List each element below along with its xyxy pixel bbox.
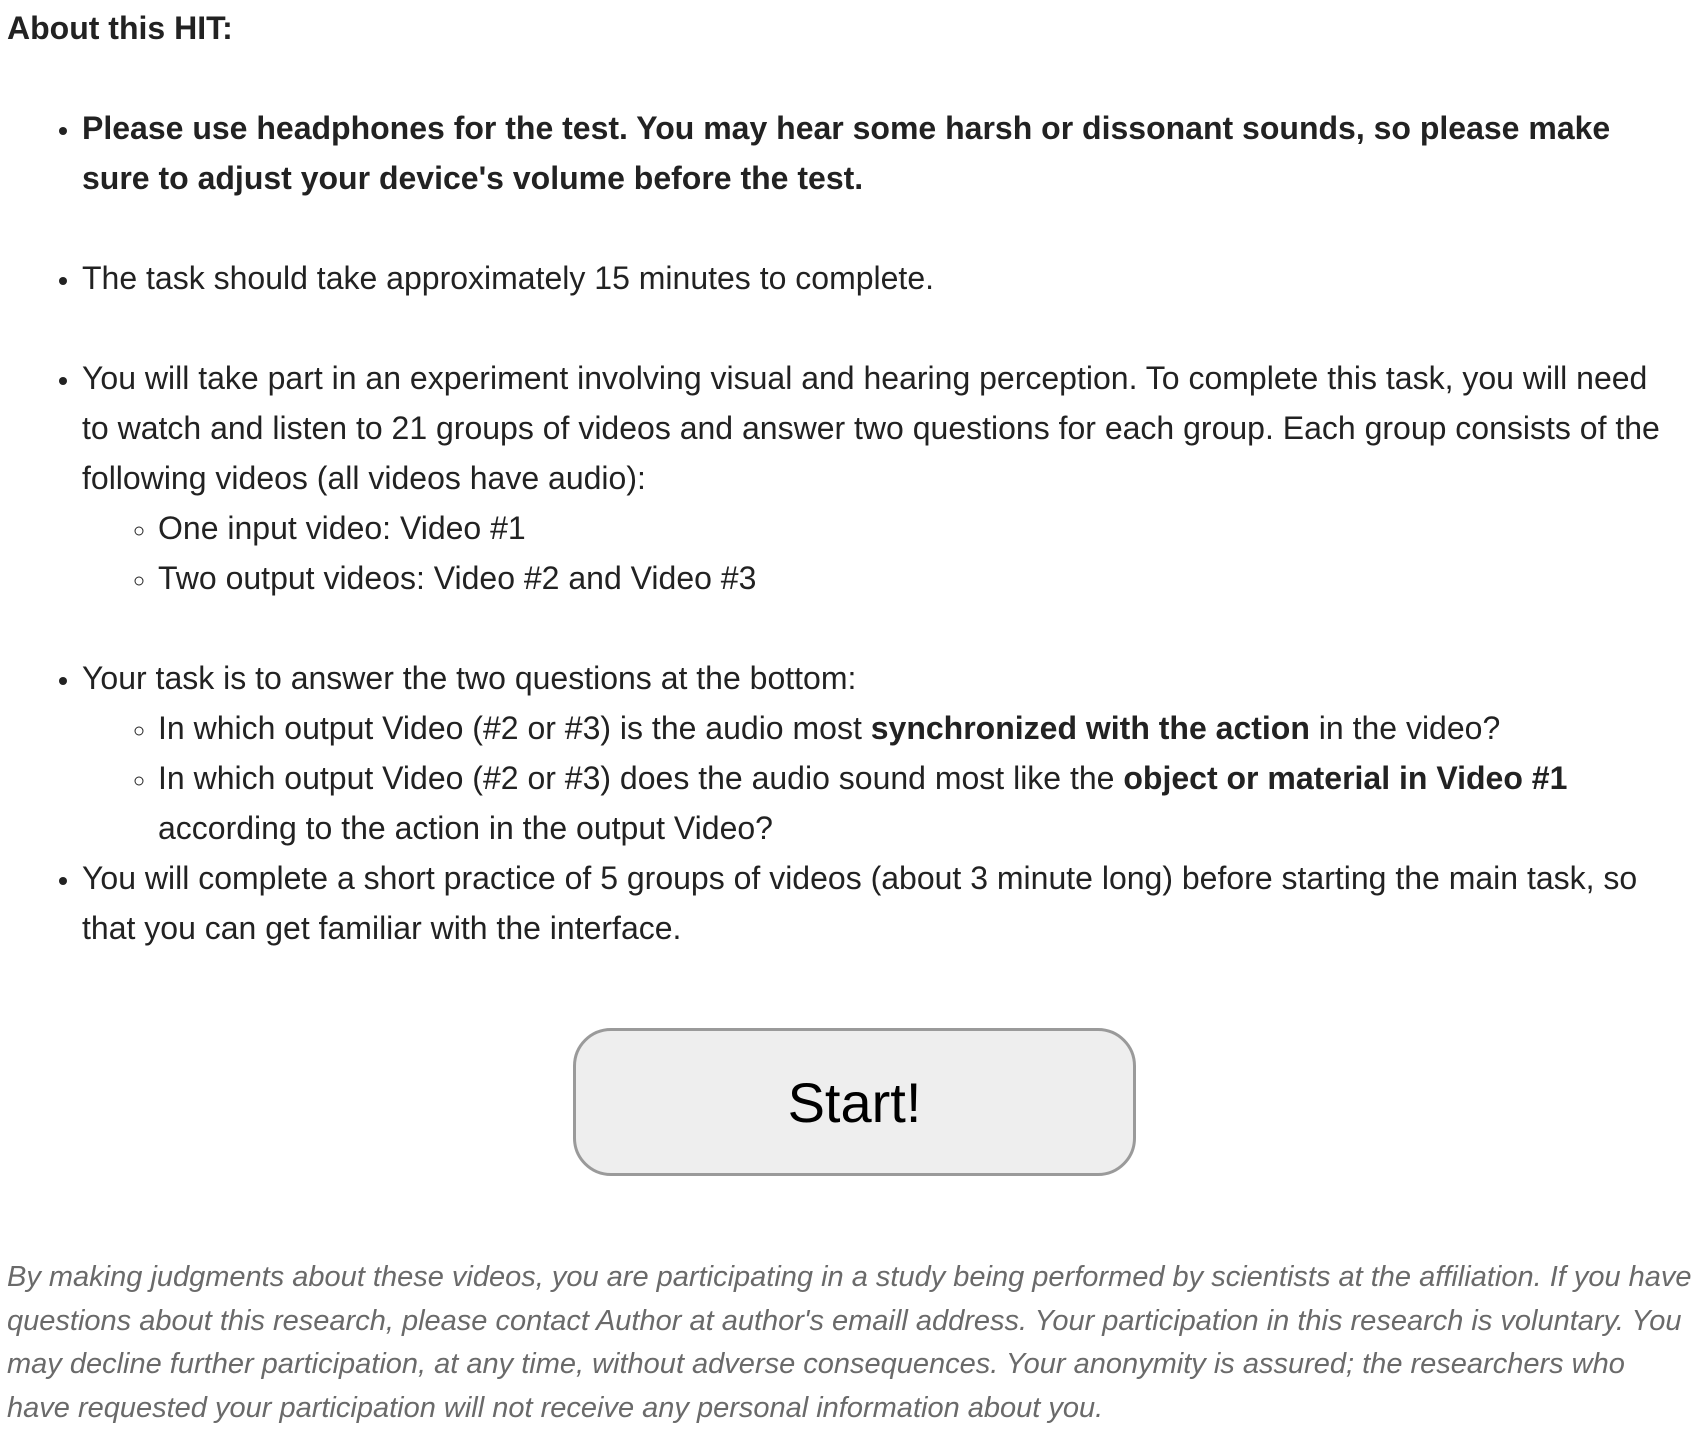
consent-statement: By making judgments about these videos, you are participating in a study being performed by scientists at the affiliation. If you have questions about this research, please contact Author at author's emaill address. Your participation in this research is voluntary. You may decline further participation, at any time, without adverse consequences. Your anonymity is assured; the researchers who have requested your participation will not receive any personal information about you.	[7, 1261, 1692, 1424]
video-list-item: ◦ Two output videos: Video #2 and Video #3	[158, 553, 1667, 603]
list-item-headphones	[82, 103, 1667, 203]
question-item-sync	[158, 703, 1667, 753]
question-text: In which output Video (#2 or #3) does the audio sound most like the	[158, 760, 1124, 796]
experiment-text: You will take part in an experiment involving visual and hearing perception. To complete this task, you will need to watch and listen to 21 groups of videos and answer two questions for each group. Each group consists of the following videos (all videos have audio):	[82, 360, 1660, 496]
task-intro-text: Your task is to answer the two questions at the bottom:	[82, 660, 857, 696]
page-title: About this HIT:	[7, 10, 233, 46]
video-list-item: ◦ One input video: Video #1	[158, 503, 1667, 553]
list-item-experiment	[82, 353, 1667, 603]
headphones-warning: Please use headphones for the test. You may hear some harsh or dissonant sounds, so please make sure to adjust your device's volume before the test.	[82, 110, 1611, 196]
list-item-duration: • The task should take approximately 15 minutes to complete.	[82, 253, 1667, 303]
start-button[interactable]: Start!	[573, 1028, 1136, 1176]
video-list	[82, 503, 1667, 603]
question-emphasis: object or material in Video #1	[1123, 760, 1568, 796]
question-text: according to the action in the output Video?	[158, 810, 773, 846]
question-text: in the video?	[1309, 710, 1501, 746]
question-item-material	[158, 753, 1667, 853]
list-item-practice: • You will complete a short practice of 5 groups of videos (about 3 minute long) before starting the main task, so that you can get familiar with the interface.	[82, 853, 1667, 953]
list-item-task	[82, 653, 1667, 853]
question-text: In which output Video (#2 or #3) is the audio most	[158, 710, 871, 746]
question-list	[82, 703, 1667, 853]
instructions-list	[0, 103, 1667, 953]
question-emphasis: synchronized with the action	[870, 710, 1310, 746]
